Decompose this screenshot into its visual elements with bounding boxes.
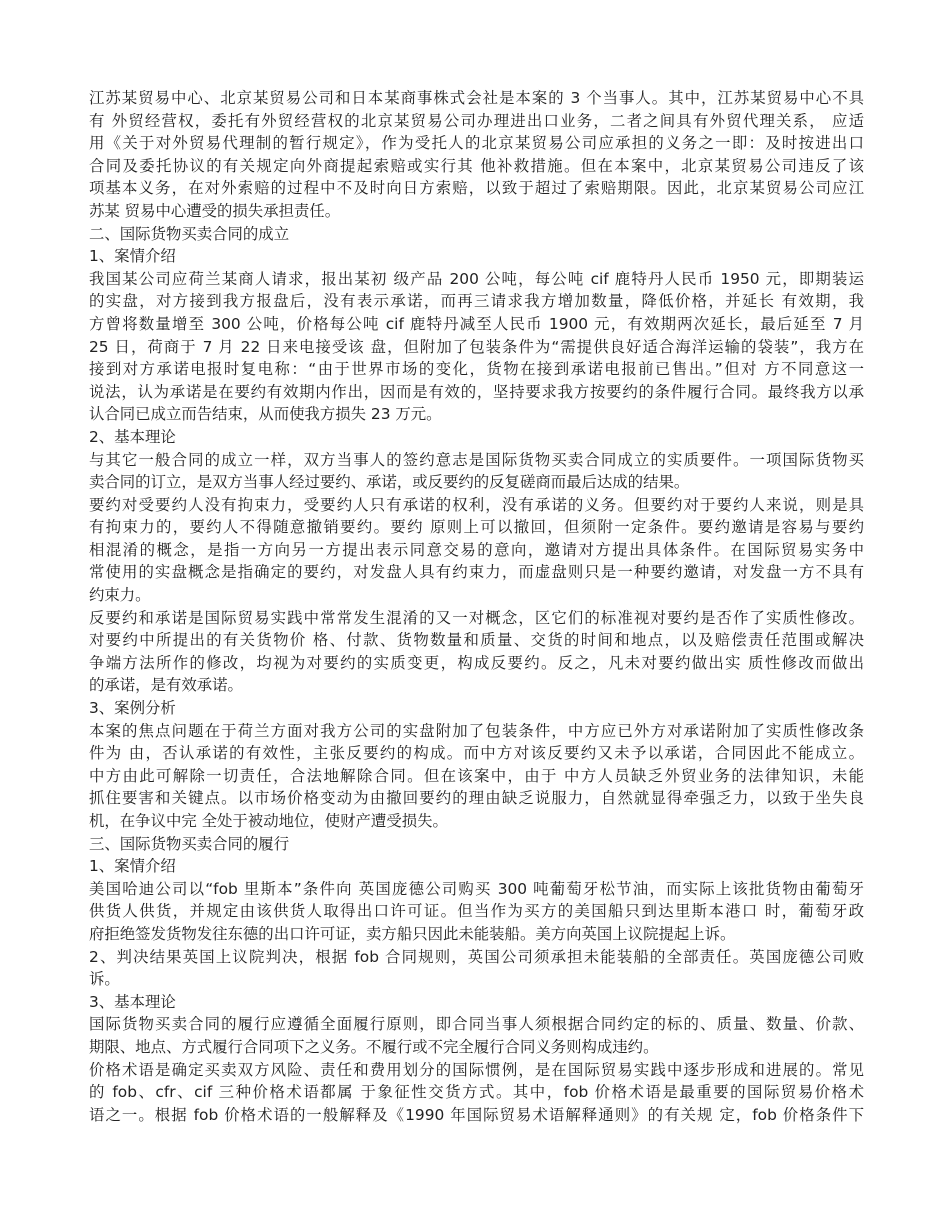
text-line: 方曾将数量增至 300 公吨，价格每公吨 cif 鹿特丹减至人民币 1900 元，有效期两次延长，最后延至 7 月 bbox=[89, 314, 864, 333]
text-line: 的实盘，对方接到我方报盘后，没有表示承诺，而再三请求我方增加数量，降低价格，并延长 有效期，我 bbox=[89, 292, 864, 311]
text-line: 要约对受要约人没有拘束力，受要约人只有承诺的权利，没有承诺的义务。但要约对于要约人来说，则是具 bbox=[89, 495, 864, 514]
text-line: 约束力。 bbox=[89, 586, 151, 605]
text-line: 苏某 贸易中心遭受的损失承担责任。 bbox=[89, 201, 341, 220]
text-line: 供货人供货，并规定由该供货人取得出口许可证。但当作为买方的美国船只到达里斯本港口 时，葡萄牙政 bbox=[89, 902, 864, 921]
text-line: 的承诺，是有效承诺。 bbox=[89, 676, 243, 695]
text-line: 争端方法所作的修改，均视为对要约的实质变更，构成反要约。反之，凡未对要约做出实 质性修改而做出 bbox=[89, 653, 864, 672]
text-line: 相混淆的概念，是指一方向另一方提出表示同意交易的意向，邀请对方提出具体条件。在国际贸易实务中 bbox=[89, 540, 864, 559]
text-line: 的 fob、cfr、cif 三种价格术语都属 于象征性交货方式。其中，fob 价格术语是最重要的国际贸易价格术 bbox=[89, 1083, 864, 1102]
text-line: 机，在争议中完 全处于被动地位，使财产遭受损失。 bbox=[89, 812, 448, 830]
text-line: 府拒绝签发货物发往东德的出口许可证，卖方船只因此未能装船。美方向英国上议院提起上诉。 bbox=[89, 924, 736, 943]
text-line: 语之一。根据 fob 价格术语的一般解释及《1990 年国际贸易术语解释通则》的有关规 定，fob 价格条件下 bbox=[89, 1105, 864, 1124]
text-line: 有拘束力的，要约人不得随意撤销要约。要约 原则上可以撤回，但须附一定条件。要约邀请是容易与要约 bbox=[89, 518, 864, 537]
text-line: 与其它一般合同的成立一样，双方当事人的签约意志是国际货物买卖合同成立的实质要件。一项国际货物买 bbox=[89, 450, 864, 469]
text-line: 价格术语是确定买卖双方风险、责任和费用划分的国际惯例，是在国际贸易实践中逐步形成和进展的。常见 bbox=[89, 1060, 864, 1079]
subsection-heading: 3、基本理论 bbox=[89, 992, 176, 1011]
section-heading: 二、国际货物买卖合同的成立 bbox=[89, 224, 290, 243]
text-line: 诉。 bbox=[89, 970, 120, 989]
text-line: 接到对方承诺电报时复电称：“由于世界市场的变化，货物在接到承诺电报前已售出。”但对 方不同意这一 bbox=[89, 360, 864, 379]
subsection-heading: 1、案情介绍 bbox=[89, 857, 176, 876]
text-line: 项基本义务，在对外索赔的过程中不及时向日方索赔，以致于超过了索赔期限。因此，北京某贸易公司应江 bbox=[89, 179, 864, 198]
text-line: 国际货物买卖合同的履行应遵循全面履行原则，即合同当事人须根据合同约定的标的、质量、数量、价款、 bbox=[89, 1015, 864, 1034]
text-line: 本案的焦点问题在于荷兰方面对我方公司的实盘附加了包装条件，中方应已外方对承诺附加了实质性修改条 bbox=[89, 721, 864, 740]
text-line: 用《关于对外贸易代理制的暂行规定》，作为受托人的北京某贸易公司应承担的义务之一即：及时按进出口 bbox=[89, 134, 864, 153]
text-line: 反要约和承诺是国际贸易实践中常常发生混淆的又一对概念，区它们的标准视对要约是否作了实质性修改。 bbox=[89, 608, 864, 627]
text-line: 常使用的实盘概念是指确定的要约，对发盘人具有约束力，而虚盘则只是一种要约邀请，对发盘一方不具有 bbox=[89, 563, 864, 582]
text-line: 说法，认为承诺是在要约有效期内作出，因而是有效的，坚持要求我方按要约的条件履行合同。最终我方以承 bbox=[89, 382, 864, 401]
text-line: 中方由此可解除一切责任，合法地解除合同。但在该案中，由于 中方人员缺乏外贸业务的法律知识，未能 bbox=[89, 766, 864, 785]
text-line: 件为 由，否认承诺的有效性，主张反要约的构成。而中方对该反要约又未予以承诺，合同因此不能成立。 bbox=[89, 744, 864, 763]
text-line: 2、判决结果英国上议院判决，根据 fob 合同规则，英国公司须承担未能装船的全部责任。英国庞德公司败 bbox=[89, 947, 864, 966]
text-line: 认合同已成立而告结束，从而使我方损失 23 万元。 bbox=[89, 405, 442, 424]
subsection-heading: 2、基本理论 bbox=[89, 427, 176, 446]
text-line: 有 外贸经营权，委托有外贸经营权的北京某贸易公司办理进出口业务，二者之间具有外贸代理关系， 应适 bbox=[89, 111, 864, 130]
text-line: 我国某公司应荷兰某商人请求，报出某初 级产品 200 公吨，每公吨 cif 鹿特丹人民币 1950 元，即期装运 bbox=[89, 269, 864, 288]
text-line: 抓住要害和关键点。以市场价格变动为由撤回要约的理由缺乏说服力，自然就显得牵强乏力，以致于坐失良 bbox=[89, 789, 864, 808]
text-line: 美国哈迪公司以“fob 里斯本”条件向 英国庞德公司购买 300 吨葡萄牙松节油，而实际上该批货物由葡萄牙 bbox=[89, 879, 864, 898]
subsection-heading: 1、案情介绍 bbox=[89, 247, 176, 266]
text-line: 期限、地点、方式履行合同项下之义务。不履行或不完全履行合同义务则构成违约。 bbox=[89, 1037, 659, 1056]
text-line: 卖合同的订立，是双方当事人经过要约、承诺，或反要约的反复磋商而最后达成的结果。 bbox=[89, 473, 690, 492]
subsection-heading: 3、案例分析 bbox=[89, 699, 176, 718]
text-line: 合同及委托协议的有关规定向外商提起索赔或实行其 他补救措施。但在本案中，北京某贸易公司违反了该 bbox=[89, 156, 864, 175]
section-heading: 三、国际货物买卖合同的履行 bbox=[89, 834, 290, 853]
text-line: 25 日，荷商于 7 月 22 日来电接受该 盘，但附加了包装条件为“需提供良好适合海洋运输的袋装”，我方在 bbox=[89, 337, 864, 356]
text-line: 对要约中所提出的有关货物价 格、付款、货物数量和质量、交货的时间和地点，以及赔偿责任范围或解决 bbox=[89, 631, 864, 650]
text-line: 江苏某贸易中心、北京某贸易公司和日本某商事株式会社是本案的 3 个当事人。其中，江苏某贸易中心不具 bbox=[89, 89, 864, 107]
document-body bbox=[89, 87, 864, 1126]
